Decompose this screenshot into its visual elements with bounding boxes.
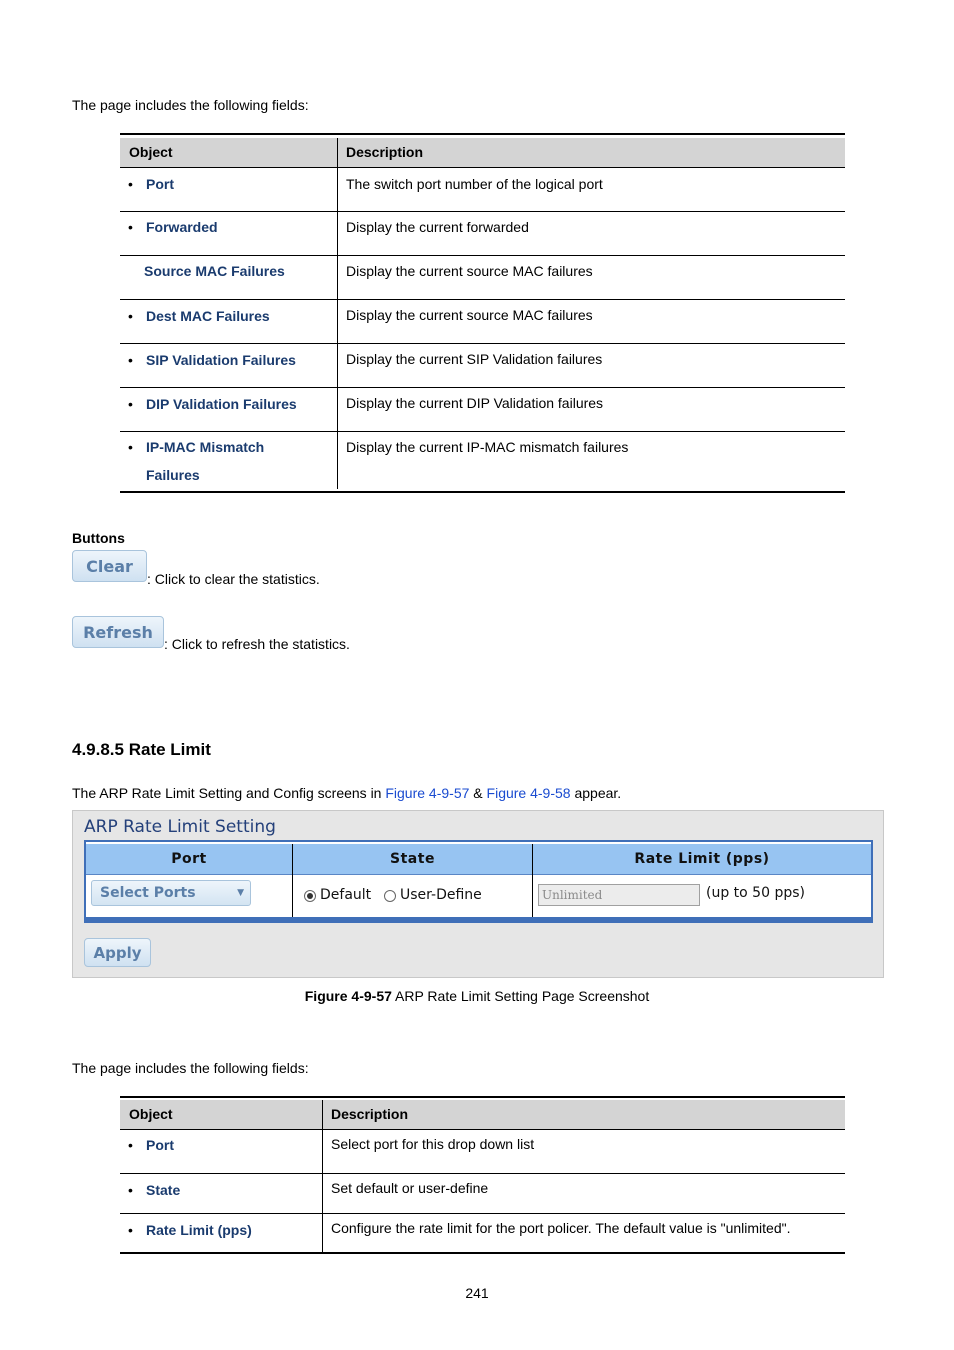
object-name: SIP Validation Failures bbox=[146, 351, 296, 368]
table-row bbox=[120, 343, 845, 387]
object-name: Rate Limit (pps) bbox=[146, 1221, 252, 1238]
object-description: Configure the rate limit for the port policer. The default value is "unlimited". bbox=[331, 1219, 791, 1236]
intro-text-2: The page includes the following fields: bbox=[72, 1060, 309, 1076]
bullet-icon: • bbox=[128, 351, 133, 368]
object-name-continued: Failures bbox=[146, 466, 200, 483]
col-header-port: Port bbox=[86, 844, 292, 875]
rate-hint: (up to 50 pps) bbox=[706, 885, 805, 901]
table-row bbox=[120, 1213, 845, 1253]
table-row bbox=[120, 1173, 845, 1213]
figure-link-2[interactable]: Figure 4-9-58 bbox=[486, 785, 571, 801]
bullet-icon: • bbox=[128, 1136, 133, 1153]
section-heading: 4.9.8.5 Rate Limit bbox=[72, 740, 211, 759]
select-value: Select Ports bbox=[100, 885, 196, 901]
table-header bbox=[120, 1100, 845, 1129]
section-intro bbox=[72, 784, 621, 802]
fields-table-2 bbox=[120, 1100, 845, 1253]
table-row bbox=[120, 431, 845, 489]
table-top-rule bbox=[120, 133, 845, 135]
buttons-heading: Buttons bbox=[72, 530, 125, 546]
chevron-down-icon: ▼ bbox=[237, 888, 244, 898]
object-description: Display the current forwarded bbox=[338, 211, 846, 255]
object-name: DIP Validation Failures bbox=[146, 395, 297, 412]
object-description: Set default or user-define bbox=[323, 1173, 846, 1213]
header-description: Description bbox=[338, 138, 846, 167]
select-ports-dropdown[interactable] bbox=[91, 880, 251, 906]
header-object: Object bbox=[120, 138, 338, 167]
col-header-rate: Rate Limit (pps) bbox=[533, 844, 871, 875]
apply-button[interactable]: Apply bbox=[84, 938, 151, 967]
object-name: Dest MAC Failures bbox=[146, 307, 270, 324]
table-row bbox=[120, 1129, 845, 1173]
object-description: Display the current source MAC failures bbox=[338, 255, 846, 299]
grid-bottom-bar bbox=[86, 917, 871, 921]
header-description: Description bbox=[323, 1100, 846, 1129]
clear-button[interactable]: Clear bbox=[72, 550, 147, 582]
object-name: State bbox=[146, 1181, 181, 1198]
fields-table-1 bbox=[120, 138, 845, 489]
bullet-icon: • bbox=[128, 218, 133, 235]
table-bottom-rule bbox=[120, 491, 845, 493]
object-name: Source MAC Failures bbox=[144, 262, 285, 279]
table-row bbox=[120, 299, 845, 343]
figure-caption bbox=[0, 987, 954, 1005]
table-row bbox=[120, 387, 845, 431]
page-number: 241 bbox=[465, 1285, 489, 1301]
object-name: Port bbox=[146, 175, 174, 192]
clear-description: : Click to clear the statistics. bbox=[147, 571, 320, 587]
radio-user-define-label: User-Define bbox=[400, 887, 482, 903]
figure-link-1[interactable]: Figure 4-9-57 bbox=[385, 785, 470, 801]
radio-default-label: Default bbox=[320, 887, 372, 903]
caption-label: Figure 4-9-57 bbox=[304, 988, 392, 1004]
object-description: Display the current DIP Validation failures bbox=[338, 387, 846, 431]
table-row bbox=[120, 255, 845, 299]
col-divider bbox=[292, 844, 293, 917]
bullet-icon: • bbox=[128, 175, 133, 192]
intro-text-part: & bbox=[469, 785, 487, 801]
table-bottom-rule bbox=[120, 1252, 845, 1254]
radio-user-define[interactable] bbox=[384, 890, 396, 902]
caption-text: ARP Rate Limit Setting Page Screenshot bbox=[391, 988, 650, 1004]
arp-rate-limit-panel bbox=[72, 810, 884, 978]
bullet-icon: • bbox=[128, 395, 133, 412]
intro-text-part: The ARP Rate Limit Setting and Config screens in bbox=[72, 785, 386, 801]
object-description: Display the current IP-MAC mismatch failures bbox=[346, 438, 629, 455]
object-name: Port bbox=[146, 1136, 174, 1153]
col-header-state: State bbox=[293, 844, 532, 875]
rate-limit-input[interactable]: Unlimited bbox=[538, 884, 700, 906]
table-top-rule bbox=[120, 1096, 845, 1098]
col-divider bbox=[532, 844, 533, 917]
bullet-icon: • bbox=[128, 1181, 133, 1198]
bullet-icon: • bbox=[128, 307, 133, 324]
object-description: Select port for this drop down list bbox=[323, 1129, 846, 1173]
intro-text-part: appear. bbox=[570, 785, 622, 801]
bullet-icon: • bbox=[128, 1221, 133, 1238]
table-header bbox=[120, 138, 845, 167]
table-row bbox=[120, 211, 845, 255]
object-description: Display the current SIP Validation failures bbox=[338, 343, 846, 387]
panel-title: ARP Rate Limit Setting bbox=[84, 817, 276, 837]
object-name: IP-MAC Mismatch bbox=[146, 438, 265, 455]
table-row bbox=[120, 167, 845, 211]
object-name: Forwarded bbox=[146, 218, 218, 235]
bullet-icon: • bbox=[128, 438, 133, 455]
radio-default[interactable] bbox=[304, 890, 316, 902]
header-object: Object bbox=[120, 1100, 323, 1129]
refresh-button[interactable]: Refresh bbox=[72, 616, 164, 648]
object-description: The switch port number of the logical port bbox=[338, 167, 846, 211]
rate-limit-grid bbox=[84, 840, 873, 923]
intro-text: The page includes the following fields: bbox=[72, 97, 309, 113]
object-description: Display the current source MAC failures bbox=[338, 299, 846, 343]
refresh-description: : Click to refresh the statistics. bbox=[164, 636, 350, 652]
